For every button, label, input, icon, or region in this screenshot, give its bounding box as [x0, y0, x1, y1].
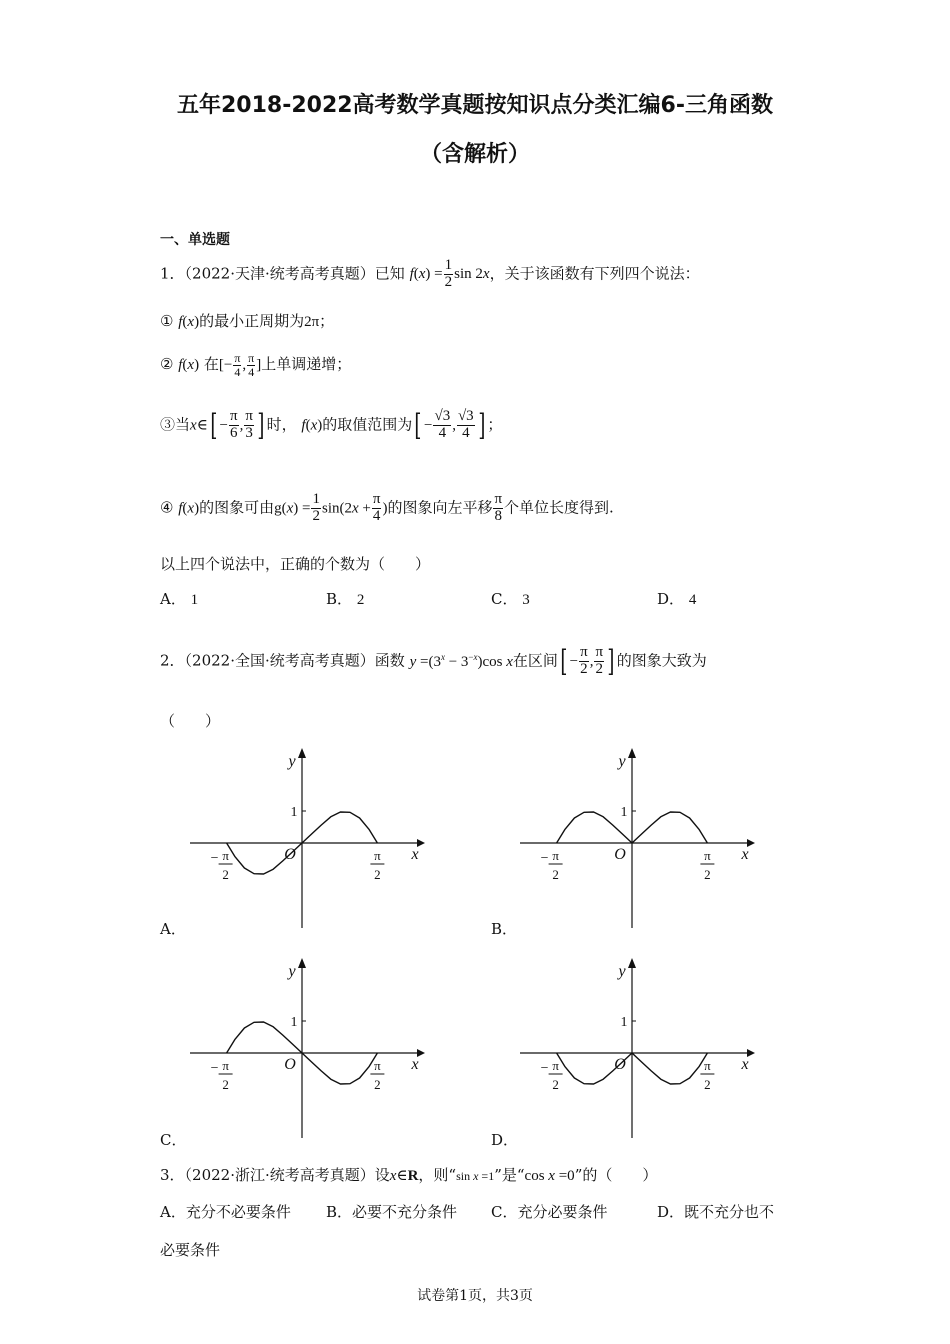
q1-statement-3: ③当x∈[ − $\frac{\pi}{6}$ , $\frac{\pi}{3}$ ] 时， f(x)的取值范围为[ − $\frac{√3}{4}$ , $\frac{√3}{4}$ ] ；	[160, 408, 503, 443]
q1-option-b[interactable]: B． 2	[326, 590, 365, 608]
left-tick-two: 2	[222, 867, 229, 882]
q3-option-b[interactable]: B．必要不充分条件	[326, 1203, 458, 1221]
q2-stem: 2．（2022·全国·统考高考真题）函数 $y =(3^x - 3^{-x})\cos$ x在区间[ − $\frac{\pi}{2}$ , $\frac{\pi}{2}$ ] 的图象大致为	[160, 644, 707, 679]
right-tick-two: 2	[704, 1077, 711, 1092]
graph-a[interactable]	[185, 748, 425, 936]
neg-sign: −	[210, 851, 219, 866]
right-tick-two: 2	[704, 867, 711, 882]
x-axis-label: x	[411, 846, 419, 863]
y-tick-label-1: 1	[620, 805, 628, 820]
y-tick-label-1: 1	[290, 805, 298, 820]
y-axis-label: y	[618, 963, 626, 980]
right-tick-two: 2	[374, 1077, 381, 1092]
origin-label: O	[284, 1056, 296, 1073]
origin-label: O	[614, 846, 626, 863]
q1-ask: 以上四个说法中，正确的个数为（ ）	[160, 555, 431, 573]
q2-function: $y =(3^x - 3^{-x})\cos$ x	[409, 651, 513, 670]
q1-function: f(x) = $\frac{1}{2}$ sin 2x	[409, 257, 490, 290]
y-axis-arrow	[298, 958, 306, 968]
left-tick-two: 2	[552, 1077, 559, 1092]
right-tick-pi: π	[374, 848, 381, 863]
x-axis-label: x	[411, 1056, 419, 1073]
y-axis-label: y	[288, 753, 296, 770]
left-tick-pi: π	[552, 848, 559, 863]
left-tick-pi: π	[222, 848, 229, 863]
y-axis-arrow	[628, 748, 636, 758]
q1-source: （2022·天津·统考高考真题）	[184, 264, 375, 283]
y-axis-arrow	[628, 958, 636, 968]
q1-stem	[160, 258, 700, 291]
section-heading: 一、单选题	[160, 232, 230, 248]
q1-statement-4: ④ f(x)的图象可由g(x) = $\frac{1}{2}$ sin(2x + $\frac{\pi}{4}$ )的图象向左平移 $\frac{\pi}{8}$ 个单位长度得到.	[160, 491, 614, 524]
q1-lead: 已知	[374, 264, 405, 283]
left-tick-pi: π	[552, 1058, 559, 1073]
page-title: 五年2018-2022高考数学真题按知识点分类汇编6-三角函数	[176, 93, 774, 118]
neg-sign: −	[540, 1061, 549, 1076]
q3-option-c[interactable]: C．充分必要条件	[491, 1203, 608, 1221]
right-tick-two: 2	[374, 867, 381, 882]
graph-b[interactable]	[515, 748, 755, 936]
right-tick-pi: π	[704, 848, 711, 863]
q1-tail: ，关于该函数有下列四个说法：	[489, 264, 700, 283]
q1-option-a[interactable]: A． 1	[160, 590, 199, 608]
q2-option-d[interactable]: D．	[491, 1131, 519, 1149]
right-tick-pi: π	[374, 1058, 381, 1073]
neg-sign: −	[540, 851, 549, 866]
origin-label: O	[614, 1056, 626, 1073]
y-axis-label: y	[288, 963, 296, 980]
graph-c[interactable]	[185, 958, 425, 1146]
q2-option-b[interactable]: B．	[491, 920, 518, 938]
page-subtitle: （含解析）	[419, 142, 530, 167]
left-tick-two: 2	[552, 867, 559, 882]
q1-option-c[interactable]: C． 3	[491, 590, 530, 608]
page-footer: 试卷第1页，共3页	[417, 1288, 533, 1304]
q1-statement-1: ① f(x)的最小正周期为2π；	[160, 312, 335, 330]
graph-d[interactable]	[515, 958, 755, 1146]
q1-option-d[interactable]: D． 4	[657, 590, 697, 608]
q1-number: 1．	[160, 264, 185, 283]
q3-option-d-wrap: 必要条件	[160, 1241, 221, 1259]
y-tick-label-1: 1	[290, 1015, 298, 1030]
y-axis-arrow	[298, 748, 306, 758]
q2-option-a[interactable]: A．	[160, 920, 186, 938]
x-axis-label: x	[741, 1056, 749, 1073]
q2-paren: （ ）	[160, 712, 221, 730]
left-tick-two: 2	[222, 1077, 229, 1092]
origin-label: O	[284, 846, 296, 863]
q1-statement-2: ② f(x) 在[− $\frac{\pi}{4}$ , $\frac{\pi}{4}$ ]上单调递增；	[160, 351, 352, 379]
q3-option-d[interactable]: D．既不充分也不	[657, 1203, 775, 1221]
right-tick-pi: π	[704, 1058, 711, 1073]
x-axis-label: x	[741, 846, 749, 863]
y-axis-label: y	[618, 753, 626, 770]
q3-stem: 3．（2022·浙江·统考高考真题）设x∈R，则“sin x =1”是“cos x =0”的（ ）	[160, 1166, 658, 1184]
neg-sign: −	[210, 1061, 219, 1076]
q2-option-c[interactable]: C．	[160, 1131, 187, 1149]
q3-option-a[interactable]: A．充分不必要条件	[160, 1203, 291, 1221]
y-tick-label-1: 1	[620, 1015, 628, 1030]
left-tick-pi: π	[222, 1058, 229, 1073]
